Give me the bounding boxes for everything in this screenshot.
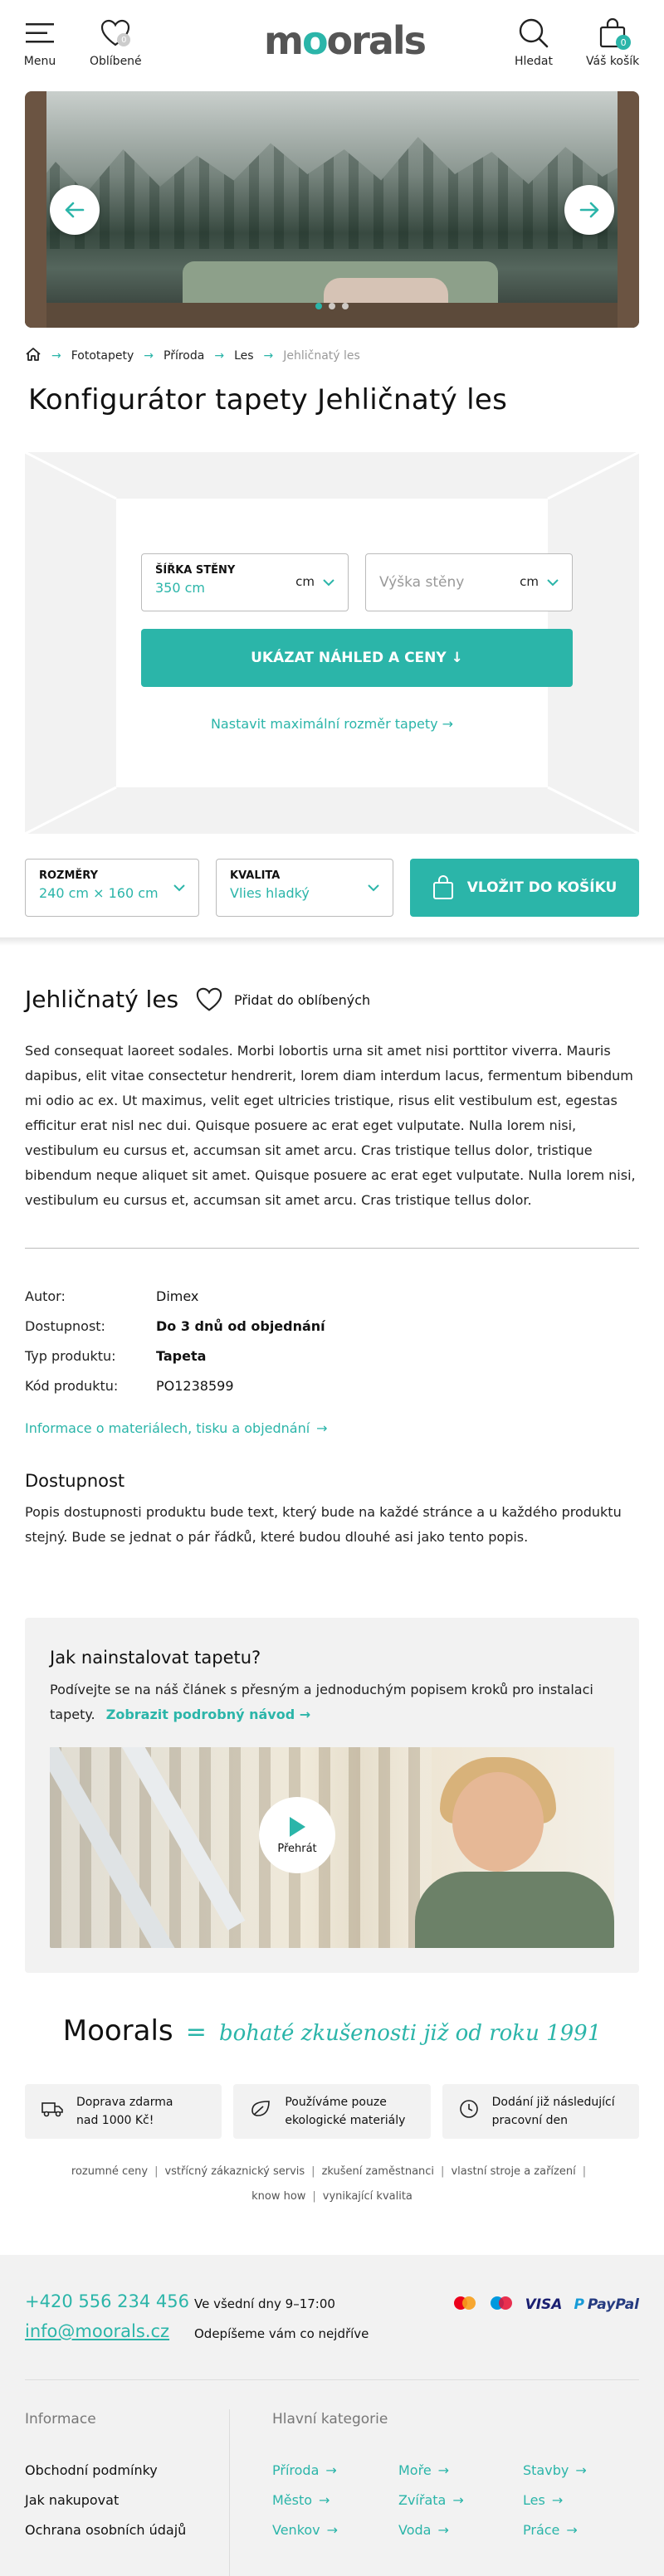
wall-width-value[interactable]: 350 cm bbox=[155, 580, 206, 596]
visa-logo: VISA bbox=[525, 2296, 563, 2313]
maestro-icon bbox=[489, 2295, 514, 2315]
tagline-equals: = bbox=[185, 2018, 207, 2047]
tag-separator: | bbox=[154, 2165, 159, 2178]
hero-prev-button[interactable] bbox=[50, 185, 100, 235]
header bbox=[0, 0, 664, 83]
tag-separator: | bbox=[311, 2165, 315, 2178]
feature-line: Doprava zdarma bbox=[76, 2096, 173, 2109]
spec-value: Tapeta bbox=[156, 1347, 207, 1364]
spec-value: Do 3 dnů od objednání bbox=[156, 1317, 325, 1334]
menu-label: Menu bbox=[23, 55, 56, 68]
cart-bag-icon bbox=[432, 875, 454, 900]
footer-category-link[interactable] bbox=[398, 2522, 449, 2538]
cart-button[interactable] bbox=[586, 15, 639, 68]
install-guide-link[interactable]: Zobrazit podrobný návod → bbox=[105, 1707, 311, 1722]
hero-dot[interactable] bbox=[315, 303, 322, 309]
favorites-button[interactable] bbox=[90, 15, 142, 68]
category-label: Venkov bbox=[272, 2522, 320, 2538]
arrow-right-icon bbox=[579, 202, 599, 218]
arrow-right-icon: → bbox=[325, 2462, 337, 2478]
add-to-cart-button[interactable] bbox=[410, 859, 639, 917]
spec-value: Dimex bbox=[156, 1288, 199, 1304]
tag-separator: | bbox=[312, 2190, 316, 2203]
footer-category-link[interactable] bbox=[523, 2492, 563, 2508]
spec-value: PO1238599 bbox=[156, 1377, 234, 1394]
wall-width-field[interactable] bbox=[141, 553, 349, 611]
footer-category-link[interactable] bbox=[272, 2462, 337, 2478]
breadcrumb-item[interactable]: Les bbox=[234, 349, 254, 363]
search-icon bbox=[515, 15, 552, 51]
wall-height-unit[interactable]: cm bbox=[520, 574, 539, 589]
paypal-logo: P PayPal bbox=[574, 2296, 639, 2313]
page-title: Konfigurátor tapety Jehličnatý les bbox=[28, 383, 508, 416]
category-label: Práce bbox=[523, 2522, 560, 2538]
arrow-right-icon: → bbox=[437, 2522, 449, 2538]
materials-info-link[interactable] bbox=[25, 1420, 328, 1436]
arrow-right-icon: → bbox=[319, 2492, 330, 2508]
arrow-right-icon: → bbox=[566, 2522, 578, 2538]
paypal-text: PayPal bbox=[587, 2296, 639, 2313]
tagline-brand: Moorals bbox=[62, 2014, 173, 2048]
chevron-down-icon[interactable] bbox=[173, 879, 185, 895]
tag-separator: | bbox=[441, 2165, 445, 2178]
breadcrumb bbox=[25, 347, 360, 365]
footer-category-link[interactable] bbox=[398, 2462, 449, 2478]
install-text-body: Podívejte se na náš článek s přesným a jednoduchým popisem kroků pro instalaci tapety. bbox=[50, 1682, 593, 1722]
forest-illustration bbox=[25, 124, 639, 249]
benefit-tags bbox=[50, 2160, 614, 2209]
spec-key: Dostupnost: bbox=[25, 1317, 105, 1334]
cart-label: Váš košík bbox=[586, 55, 640, 68]
category-label: Les bbox=[523, 2492, 545, 2508]
feature-line: Dodání již následující bbox=[491, 2096, 615, 2109]
wall-height-placeholder[interactable]: Výška stěny bbox=[379, 574, 465, 591]
feature-card bbox=[233, 2084, 430, 2139]
breadcrumb-separator: → bbox=[214, 349, 225, 363]
category-label: Moře bbox=[398, 2462, 432, 2478]
category-label: Stavby bbox=[523, 2462, 569, 2478]
breadcrumb-separator: → bbox=[51, 349, 61, 363]
footer-link[interactable]: Jak nakupovat bbox=[25, 2492, 120, 2508]
play-button[interactable] bbox=[259, 1797, 335, 1873]
heart-icon bbox=[97, 15, 134, 51]
footer-info-heading: Informace bbox=[25, 2411, 96, 2427]
spec-key: Kód produktu: bbox=[25, 1377, 119, 1394]
hamburger-icon bbox=[22, 15, 58, 51]
heart-icon bbox=[196, 987, 222, 1012]
hero-pagination bbox=[315, 303, 349, 309]
features-row bbox=[25, 2084, 639, 2139]
brand-tagline bbox=[0, 2014, 664, 2048]
eco-icon bbox=[250, 2099, 271, 2125]
footer-email[interactable]: info@moorals.cz bbox=[25, 2321, 170, 2341]
show-preview-button[interactable]: UKÁZAT NÁHLED A CENY ↓ bbox=[141, 629, 573, 687]
dimensions-select[interactable] bbox=[25, 859, 199, 917]
footer bbox=[0, 2255, 664, 2576]
benefit-tag: vstřícný zákaznický servis bbox=[164, 2165, 305, 2178]
home-icon[interactable] bbox=[25, 347, 42, 365]
category-label: Zvířata bbox=[398, 2492, 447, 2508]
wall-height-field[interactable] bbox=[365, 553, 573, 611]
person-body bbox=[415, 1872, 614, 1948]
footer-category-link[interactable] bbox=[272, 2522, 338, 2538]
favorites-count-badge: 0 bbox=[117, 33, 130, 46]
wall-area bbox=[116, 499, 548, 787]
max-size-link[interactable]: Nastavit maximální rozměr tapety → bbox=[210, 716, 454, 732]
feature-line: ekologické materiály bbox=[285, 2114, 406, 2127]
chevron-down-icon[interactable] bbox=[547, 574, 559, 590]
breadcrumb-current: Jehličnatý les bbox=[283, 349, 360, 363]
spec-row bbox=[25, 1281, 325, 1311]
section-shadow bbox=[0, 937, 664, 946]
logo[interactable]: moorals bbox=[264, 18, 426, 63]
benefit-tag: vynikající kvalita bbox=[322, 2190, 413, 2203]
breadcrumb-separator: → bbox=[263, 349, 274, 363]
cart-bag-icon bbox=[594, 15, 631, 51]
arrow-right-icon: → bbox=[437, 2462, 450, 2478]
availability-text: Popis dostupnosti produktu bude text, který bude na každé stránce a u každého produktu stejný. Bude se jednat o pár řádků, které budou dlouhé asi jako tento popis. bbox=[25, 1504, 622, 1545]
arrow-right-icon: → bbox=[575, 2462, 587, 2478]
benefit-tag: vlastní stroje a zařízení bbox=[451, 2165, 576, 2178]
add-to-favorites-label: Přidat do oblíbených bbox=[234, 991, 371, 1008]
tagline-text: bohaté zkušenosti již od roku 1991 bbox=[218, 2021, 602, 2046]
truck-icon bbox=[42, 2101, 63, 2123]
play-label: Přehrát bbox=[277, 1842, 317, 1855]
hero-dot[interactable] bbox=[329, 303, 335, 309]
availability-heading: Dostupnost bbox=[25, 1471, 125, 1491]
favorites-label: Oblíbené bbox=[90, 55, 142, 68]
dimensions-label: ROZMĚRY bbox=[39, 869, 99, 882]
quality-value[interactable]: Vlies hladký bbox=[230, 885, 310, 901]
install-section bbox=[25, 1618, 639, 1973]
category-label: Město bbox=[272, 2492, 313, 2508]
frame-left bbox=[25, 91, 46, 328]
chevron-down-icon[interactable] bbox=[323, 574, 334, 590]
add-to-favorites-button[interactable] bbox=[196, 987, 370, 1012]
person-face bbox=[452, 1772, 544, 1872]
feature-line: nad 1000 Kč! bbox=[76, 2114, 154, 2127]
spec-key: Typ produktu: bbox=[25, 1347, 116, 1364]
spec-row bbox=[25, 1371, 325, 1400]
play-icon bbox=[288, 1816, 306, 1838]
hero-next-button[interactable] bbox=[564, 185, 614, 235]
configuration-bar bbox=[25, 859, 639, 918]
frame-right bbox=[618, 91, 639, 328]
quality-select[interactable] bbox=[216, 859, 393, 917]
benefit-tag: know how bbox=[251, 2190, 306, 2203]
footer-category-link[interactable] bbox=[523, 2462, 587, 2478]
hero-dot[interactable] bbox=[342, 303, 349, 309]
category-label: Příroda bbox=[272, 2462, 320, 2478]
menu-button[interactable] bbox=[22, 15, 58, 68]
footer-phone[interactable]: +420 556 234 456 bbox=[25, 2291, 189, 2311]
category-label: Voda bbox=[398, 2522, 432, 2538]
configurator-panel bbox=[25, 452, 639, 834]
wall-width-label: ŠÍŘKA STĚNY bbox=[155, 564, 236, 577]
arrow-right-icon: → bbox=[316, 1420, 328, 1436]
spec-key: Autor: bbox=[25, 1288, 66, 1304]
footer-categories-heading: Hlavní kategorie bbox=[272, 2411, 388, 2427]
footer-link[interactable]: Obchodní podmínky bbox=[25, 2462, 158, 2478]
breadcrumb-item[interactable]: Příroda bbox=[164, 349, 205, 363]
search-button[interactable] bbox=[515, 15, 553, 68]
arrow-right-icon: → bbox=[326, 2522, 339, 2538]
benefit-tag: rozumné ceny bbox=[71, 2165, 149, 2178]
feature-card bbox=[25, 2084, 222, 2139]
arrow-right-icon: → bbox=[452, 2492, 464, 2508]
cart-count-badge: 0 bbox=[616, 35, 631, 50]
quality-label: KVALITA bbox=[230, 869, 281, 882]
feature-line: Používáme pouze bbox=[285, 2096, 387, 2109]
add-to-cart-label: VLOŽIT DO KOŠÍKU bbox=[466, 879, 618, 896]
spec-row bbox=[25, 1311, 325, 1341]
benefit-tag: zkušení zaměstnanci bbox=[321, 2165, 435, 2178]
product-description: Sed consequat laoreet sodales. Morbi lobortis urna sit amet nisi porttitor viverra. Mauris dapibus, elit vitae consectetur hendrerit, lorem diam interdum lacus, fermentum bibendum mi odio ac ex. Ut maximus, velit eget ultricies tristique, risus elit vestibulum est, egestas efficitur erat nisl nec dui. Quisque posuere ac erat eget vulputate. Nulla lorem nisi, vestibulum eu cursus et, accumsan sit amet arcu. Cras tristique tellus dolor, tristique bibendum neque aliquet sit amet. Quisque posuere ac erat eget vulputate. Nulla lorem nisi, vestibulum eu cursus et, accumsan sit amet arcu. Cras tristique tellus dolor. bbox=[25, 1043, 636, 1208]
footer-reply-note: Odepíšeme vám co nejdříve bbox=[194, 2326, 369, 2341]
footer-category-link[interactable] bbox=[523, 2522, 578, 2538]
install-text bbox=[50, 1678, 614, 1727]
breadcrumb-separator: → bbox=[144, 349, 154, 363]
footer-link[interactable]: Ochrana osobních údajů bbox=[25, 2522, 187, 2538]
arrow-left-icon bbox=[65, 202, 85, 218]
footer-category-link[interactable] bbox=[398, 2492, 464, 2508]
tag-separator: | bbox=[582, 2165, 587, 2178]
mastercard-icon bbox=[452, 2295, 477, 2315]
footer-divider bbox=[25, 2379, 639, 2380]
search-label: Hledat bbox=[515, 55, 553, 68]
footer-category-link[interactable] bbox=[272, 2492, 330, 2508]
product-title: Jehličnatý les bbox=[25, 986, 179, 1013]
dimensions-value[interactable]: 240 cm × 160 cm bbox=[39, 885, 159, 901]
breadcrumb-item[interactable]: Fototapety bbox=[71, 349, 134, 363]
wall-width-unit[interactable]: cm bbox=[295, 574, 315, 589]
install-heading: Jak nainstalovat tapetu? bbox=[50, 1648, 261, 1668]
chevron-down-icon[interactable] bbox=[368, 879, 379, 895]
clock-icon bbox=[459, 2099, 479, 2125]
spec-row bbox=[25, 1341, 325, 1371]
payment-methods bbox=[452, 2295, 639, 2315]
footer-vertical-divider bbox=[229, 2409, 230, 2576]
footer-hours: Ve všední dny 9–17:00 bbox=[194, 2296, 335, 2311]
feature-line: pracovní den bbox=[491, 2114, 569, 2127]
divider bbox=[25, 1248, 639, 1249]
install-video[interactable] bbox=[50, 1747, 614, 1948]
product-specs bbox=[25, 1281, 325, 1400]
hero-image bbox=[25, 91, 639, 328]
arrow-right-icon: → bbox=[551, 2492, 564, 2508]
feature-card bbox=[442, 2084, 639, 2139]
materials-info-label: Informace o materiálech, tisku a objednání bbox=[25, 1420, 310, 1436]
install-guide-label: Zobrazit podrobný návod bbox=[105, 1707, 295, 1722]
